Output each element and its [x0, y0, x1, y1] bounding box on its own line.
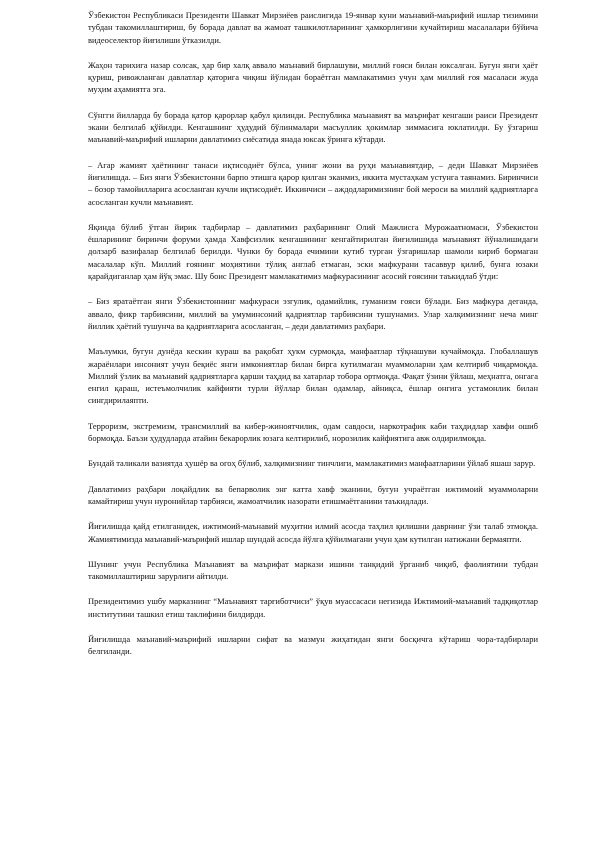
paragraph: Яқинда бўлиб ўтган йирик тадбирлар – давлатимиз раҳбарининг Олий Мажлисга Мурожаатномаси, Ўзбекистон ёшларининг биринчи форуми ҳамда Хавфсизлик кенгашининг кенгайтирилган йиғилишида маънавият йўналишидаги долзарб вазифалар белгилаб берилди. Чунки бу борада ечимини кутиб турган ўзгаришлар шамоли кириб бормаган масалалар кўп. Миллий ғоянинг моҳиятини тўлиқ англаб етмаган, эски мафкурани тасаввур қилиб, бунга юзаки қарайдиганлар ҳам йўқ эмас. Шу боис Президент мамлакатимиз мафкурасининг асосий ғоясини таъкидлаб ўтди:	[88, 221, 538, 282]
paragraph: Ўзбекистон Республикаси Президенти Шавкат Мирзиёев раислигида 19-январ куни маънавий-маърифий ишлар тизимини тубдан такомиллаштириш, бу борада давлат ва жамоат ташкилотларининг ҳамкорлигини кучайтириш масалалари бўйича видеоселектор йиғилиши ўтказилди.	[88, 10, 538, 45]
paragraph: – Биз яратаётган янги Ўзбекистоннинг мафкураси эзгулик, одамийлик, гуманизм ғояси бўлади. Биз мафкура деганда, аввало, фикр тарбиясини, миллий ва умуминсоний қадриятлар тарбиясини тушунамиз. Улар халқимизнинг неча минг йиллик ҳаётий тушунча ва қадриятларига асосланган, – деди давлатимиз раҳбари.	[88, 296, 538, 331]
paragraph: Бундай таликали вазиятда ҳушёр ва огоҳ бўлиб, халқимизнинг тинчлиги, мамлакатимиз манфаатларини ўйлаб яшаш зарур.	[88, 458, 536, 469]
paragraph: Йиғилишда қайд етилганидек, ижтимоий-маънавий муҳитни илмий асосда таҳлил қилишни даврнинг ўзи талаб этмоқда. Жамиятимизда маънавий-маърифий ишлар шундай асосда йўлга қўйилмагани учун ҳам кутилган натижани бермаяпти.	[88, 521, 538, 544]
paragraph: – Агар жамият ҳаётининг танаси иқтисодиёт бўлса, унинг жони ва руҳи маънавиятдир, – деди Шавкат Мирзиёев йиғилишда. – Биз янги Ўзбекистонни барпо этишга қарор қилган эканмиз, иккита мустаҳкам устунга таянамиз. Биринчиси – бозор тамойилларига асосланган кучли иқтисодиёт. Иккинчиси – аждодларимизнинг бой мероси ва миллий қадриятларга асосланган кучли маънавият.	[88, 159, 538, 207]
paragraph: Президентимиз ушбу марказнинг “Маънавият тарғиботчиси” ўқув муассасаси негизида Ижтимоий-маънавий тадқиқотлар институтини ташкил етиш таклифини билдирди.	[88, 596, 538, 619]
paragraph: Терроризм, экстремизм, трансмиллий ва кибер-жиноятчилик, одам савдоси, наркотрафик каби таҳдидлар хавфи ошиб бормоқда. Баъзи ҳудудларда атайин бекарорлик юзага келтирилиб, норозилик кайфиятига авж олдирилмоқда.	[88, 420, 538, 444]
paragraph: Шунинг учун Республика Маънавият ва маърифат маркази ишини танқидий ўрганиб чиқиб, фаолиятини тубдан такомиллаштириш зарурлиги айтилди.	[88, 558, 538, 582]
article-body	[88, 9, 538, 671]
paragraph: Давлатимиз раҳбари лоқайдлик ва бепарволик энг катта хавф эканини, бугун учраётган ижтимоий муаммоларни камайтириш учун нуронийлар тарбияси, жамоатчилик назорати етишмаётганини таъкидлади.	[88, 483, 538, 506]
paragraph: Йиғилишда маънавий-маърифий ишларни сифат ва мазмун жиҳатидан янги босқичга кўтариш чора-тадбирлари белгиланди.	[88, 633, 538, 657]
paragraph: Сўнгги йилларда бу борада қатор қарорлар қабул қилинди. Республика маънавият ва маърифат кенгаши раиси Президент экани белгилаб қўйилди. Кенгашнинг ҳудудий бўлинмалари масъуллик ҳокимлар зиммасига юклатилди. Бу ўзгариш маънавий-маърифий ишларни давлатимиз сиёсатида янада юксак ўринга кўтарди.	[88, 109, 538, 145]
paragraph: Жаҳон тарихига назар солсак, ҳар бир халқ аввало маънавий бирлашуви, миллий ғояси билан юксалган. Бугун янги ҳаёт қуриш, ривожланган давлатлар қаторига чиқиш йўлидан бораётган мамлакатимиз учун ҳам миллий ғоя масаласи жуда муҳим аҳамиятга эга.	[88, 59, 538, 95]
paragraph: Маълумки, бугун дунёда кескин кураш ва рақобат ҳукм сурмоқда, манфаатлар тўқнашуви кучаймоқда. Глобаллашув жараёнлари инсоният учун беқиёс янги имкониятлар билан бирга кутилмаган муаммоларни ҳам келтириб чиқармоқда. Миллий ўзлик ва маънавий қадриятларга қарши таҳдид ва хатарлар тобора ортмоқда. Фақат ўзини ўйлаш, меҳнатга, онгага енгил қараш, истеъмолчилик кайфияти турли йўллар билан одамлар, айниқса, ёшлар онгига устамонлик билан сингдирилаяпти.	[88, 346, 538, 406]
